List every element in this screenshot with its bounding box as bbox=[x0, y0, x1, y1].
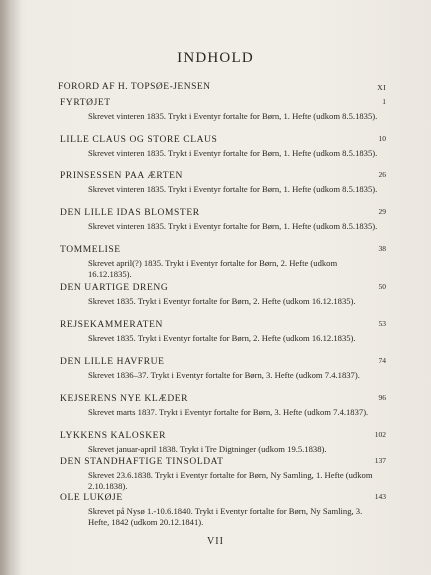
toc-entry-description: Skrevet 23.6.1838. Trykt i Eventyr fortalte for Børn, Ny Samling, 1. Hefte (udkom 2.10.1838). bbox=[88, 470, 373, 491]
toc-entry-page: 38 bbox=[378, 244, 386, 253]
toc-entry-title: OLE LUKØJE bbox=[60, 493, 123, 503]
toc-entry-page: 10 bbox=[378, 134, 386, 143]
toc-entry bbox=[60, 207, 380, 232]
toc-entry-description: Skrevet vinteren 1835. Trykt i Eventyr fortalte for Børn, 1. Hefte (udkom 8.5.1835). bbox=[88, 148, 378, 158]
toc-entry-page: 143 bbox=[374, 492, 386, 501]
toc-entry bbox=[60, 393, 380, 418]
toc-entry-page: 96 bbox=[378, 393, 386, 402]
toc-entry-description: Skrevet på Nysø 1.-10.6.1840. Trykt i Eventyr fortalte for Børn, Ny Samling, 3. Hefte, 1842 (udkom 20.12.1841). bbox=[88, 506, 363, 527]
toc-entry bbox=[60, 170, 380, 195]
toc-entry bbox=[60, 319, 380, 344]
toc-entry-page: 26 bbox=[378, 170, 386, 179]
toc-entry-description: Skrevet vinteren 1835. Trykt i Eventyr fortalte for Børn, 1. Hefte (udkom 8.5.1835). bbox=[88, 111, 378, 121]
page-folio: VII bbox=[207, 536, 224, 547]
toc-entry-page: 29 bbox=[378, 207, 386, 216]
toc-entry-description: Skrevet 1835. Trykt i Eventyr fortalte for Børn, 2. Hefte (udkom 16.12.1835). bbox=[88, 333, 356, 343]
toc-entry-description: Skrevet vinteren 1835. Trykt i Eventyr fortalte for Børn, 1. Hefte (udkom 8.5.1835). bbox=[88, 184, 378, 194]
toc-entry-description: Skrevet marts 1837. Trykt i Eventyr fortalte for Børn, 3. Hefte (udkom 7.4.1837). bbox=[88, 407, 369, 417]
toc-entry bbox=[60, 282, 380, 307]
toc-entry-description: Skrevet 1836–37. Trykt i Eventyr fortalte for Børn, 3. Hefte (udkom 7.4.1837). bbox=[88, 370, 360, 380]
toc-entry-page: 102 bbox=[374, 430, 386, 439]
toc-entry-description: Skrevet januar-april 1838. Trykt i Tre Digtninger (udkom 19.5.1838). bbox=[88, 444, 327, 454]
toc-entry-page: 137 bbox=[374, 456, 386, 465]
toc-entry-page: 1 bbox=[382, 97, 386, 106]
toc-entry-description: Skrevet 1835. Trykt i Eventyr fortalte for Børn, 2. Hefte (udkom 16.12.1835). bbox=[88, 296, 356, 306]
toc-entry bbox=[60, 356, 380, 381]
toc-entry bbox=[60, 97, 380, 122]
toc-entry-title: DEN UARTIGE DRENG bbox=[60, 283, 169, 293]
toc-entry-title: REJSEKAMMERATEN bbox=[60, 320, 163, 330]
toc-entry-title: DEN STANDHAFTIGE TINSOLDAT bbox=[60, 457, 224, 467]
toc-entry-page: 74 bbox=[378, 356, 386, 365]
toc-entry bbox=[60, 492, 380, 528]
toc-entry-description: Skrevet vinteren 1835. Trykt i Eventyr fortalte for Børn, 1. Hefte (udkom 8.5.1835). bbox=[88, 221, 378, 231]
toc-entry-title: DEN LILLE IDAS BLOMSTER bbox=[60, 208, 200, 218]
toc-entry-title: LYKKENS KALOSKER bbox=[60, 431, 167, 441]
toc-entry bbox=[60, 430, 380, 455]
toc-entry bbox=[60, 244, 380, 280]
toc-entry-title: LILLE CLAUS OG STORE CLAUS bbox=[60, 135, 218, 145]
toc-entry-title: FYRTØJET bbox=[60, 98, 111, 108]
toc-entry-title: DEN LILLE HAVFRUE bbox=[60, 357, 165, 367]
toc-entry bbox=[60, 456, 380, 492]
binding-gutter-shadow bbox=[0, 0, 22, 575]
preface-title: FORORD AF H. TOPSØE-JENSEN bbox=[58, 82, 211, 92]
toc-entry bbox=[60, 134, 380, 159]
toc-entry-page: 50 bbox=[378, 282, 386, 291]
page-title: INDHOLD bbox=[177, 50, 254, 66]
toc-entry-title: KEJSERENS NYE KLÆDER bbox=[60, 394, 189, 404]
preface-page-number: XI bbox=[377, 83, 386, 92]
toc-entry-title: PRINSESSEN PAA ÆRTEN bbox=[60, 171, 183, 181]
toc-entry-title: TOMMELISE bbox=[60, 245, 121, 255]
toc-entry-page: 53 bbox=[378, 319, 386, 328]
toc-entry-description: Skrevet april(?) 1835. Trykt i Eventyr fortalte for Børn, 2. Hefte (udkom 16.12.1835). bbox=[88, 258, 338, 279]
